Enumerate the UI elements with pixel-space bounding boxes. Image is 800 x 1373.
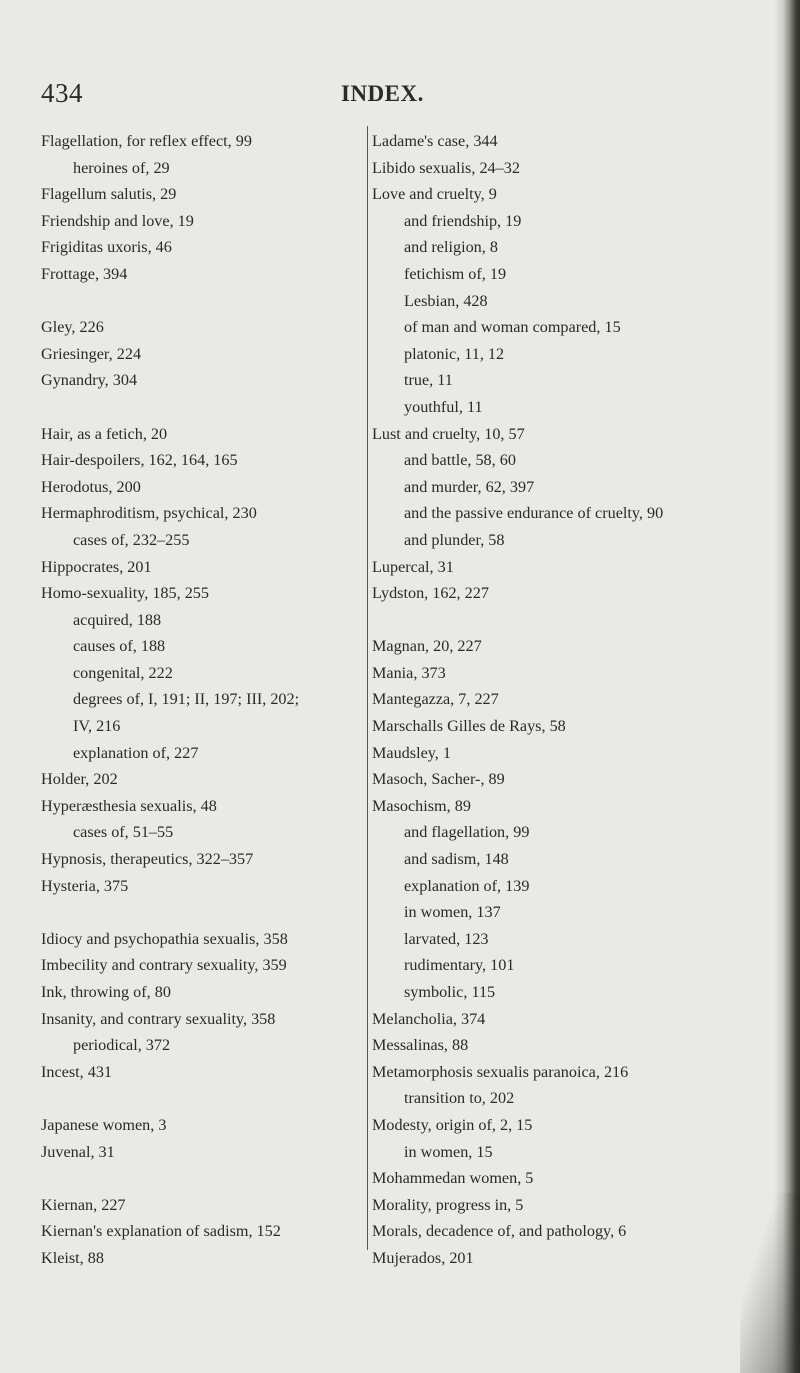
index-entry: Friendship and love, 19 <box>41 211 194 230</box>
index-entry: Kleist, 88 <box>41 1248 104 1267</box>
index-entry: Herodotus, 200 <box>41 477 141 496</box>
index-subentry: causes of, 188 <box>73 637 166 656</box>
index-entry: Hyperæsthesia sexualis, 48 <box>41 796 217 815</box>
index-entry: Kiernan, 227 <box>41 1195 126 1214</box>
index-subentry: and plunder, 58 <box>404 530 505 549</box>
index-entry: Homo-sexuality, 185, 255 <box>41 584 209 603</box>
index-entry: Hair, as a fetich, 20 <box>41 424 168 443</box>
index-subentry: true, 11 <box>404 371 453 390</box>
index-entry: Metamorphosis sexualis paranoica, 216 <box>372 1062 629 1081</box>
page-header <box>0 78 800 112</box>
index-entry: Mantegazza, 7, 227 <box>372 690 499 709</box>
index-entry: Gynandry, 304 <box>41 371 138 390</box>
index-entry: Frottage, 394 <box>41 264 128 283</box>
letter-group-gap <box>372 607 772 634</box>
index-entry: Flagellum salutis, 29 <box>41 185 177 204</box>
page-number: 434 <box>41 78 83 108</box>
index-subentry: and flagellation, 99 <box>404 823 530 842</box>
index-column-right <box>372 128 772 1272</box>
index-subentry: fetichism of, 19 <box>404 264 507 283</box>
index-subentry: youthful, 11 <box>404 397 483 416</box>
index-entry: Mohammedan women, 5 <box>372 1169 534 1188</box>
index-entry: Hermaphroditism, psychical, 230 <box>41 504 257 523</box>
index-entry: Messalinas, 88 <box>372 1036 469 1055</box>
index-entry: Libido sexualis, 24–32 <box>372 158 520 177</box>
index-subentry: cases of, 232–255 <box>73 530 190 549</box>
index-column-left <box>41 128 366 1272</box>
index-subentry: and the passive endurance of cruelty, 90 <box>404 504 664 523</box>
index-subentry: and battle, 58, 60 <box>404 451 516 470</box>
index-entry: Morality, progress in, 5 <box>372 1195 524 1214</box>
index-subentry: periodical, 372 <box>73 1036 171 1055</box>
letter-group-gap <box>41 899 366 926</box>
index-entry: Hair-despoilers, 162, 164, 165 <box>41 451 238 470</box>
index-entry: Masochism, 89 <box>372 796 471 815</box>
index-subentry: in women, 15 <box>404 1142 493 1161</box>
index-subentry: larvated, 123 <box>404 929 489 948</box>
index-subentry: transition to, 202 <box>404 1089 515 1108</box>
letter-group-gap <box>41 288 366 315</box>
index-entry: Griesinger, 224 <box>41 344 142 363</box>
index-entry: Mania, 373 <box>372 663 446 682</box>
index-subentry: in women, 137 <box>404 903 501 922</box>
index-subentry: congenital, 222 <box>73 663 173 682</box>
index-entry: Insanity, and contrary sexuality, 358 <box>41 1009 276 1028</box>
index-subentry: and friendship, 19 <box>404 211 522 230</box>
index-entry: Mujerados, 201 <box>372 1248 474 1267</box>
index-entry: Hippocrates, 201 <box>41 557 152 576</box>
page-edge-shadow <box>774 0 800 1373</box>
index-subentry: degrees of, I, 191; II, 197; III, 202; <box>73 690 300 709</box>
index-entry: Lust and cruelty, 10, 57 <box>372 424 525 443</box>
index-subentry: Lesbian, 428 <box>404 291 488 310</box>
index-entry: Hysteria, 375 <box>41 876 129 895</box>
index-entry: Ladame's case, 344 <box>372 132 498 150</box>
letter-group-gap <box>41 394 366 421</box>
index-entry: Incest, 431 <box>41 1062 113 1081</box>
index-entry: Frigiditas uxoris, 46 <box>41 238 172 257</box>
index-entry: Gley, 226 <box>41 318 104 337</box>
index-entry: Marschalls Gilles de Rays, 58 <box>372 717 566 736</box>
index-entry: Flagellation, for reflex effect, 99 <box>41 132 252 150</box>
index-entry: Love and cruelty, 9 <box>372 185 497 204</box>
column-divider <box>367 126 368 1250</box>
index-entry: Ink, throwing of, 80 <box>41 983 171 1001</box>
index-subentry: and sadism, 148 <box>404 850 509 869</box>
index-entry: Morals, decadence of, and pathology, 6 <box>372 1222 627 1241</box>
index-subentry: platonic, 11, 12 <box>404 344 505 363</box>
index-entry: Imbecility and contrary sexuality, 359 <box>41 956 287 975</box>
index-subentry: acquired, 188 <box>73 610 162 629</box>
index-entry: Magnan, 20, 227 <box>372 637 482 656</box>
index-subentry: explanation of, 227 <box>73 743 199 762</box>
index-subentry: explanation of, 139 <box>404 876 530 895</box>
index-entry: Idiocy and psychopathia sexualis, 358 <box>41 929 288 948</box>
index-subentry: of man and woman compared, 15 <box>404 318 621 337</box>
index-entry: Holder, 202 <box>41 770 118 789</box>
index-entry: Japanese women, 3 <box>41 1115 167 1134</box>
index-entry: Masoch, Sacher-, 89 <box>372 770 505 789</box>
index-entry: Maudsley, 1 <box>372 743 451 762</box>
index-entry: Lupercal, 31 <box>372 557 454 576</box>
letter-group-gap <box>41 1165 366 1192</box>
index-entry: Kiernan's explanation of sadism, 152 <box>41 1222 281 1241</box>
index-entry: Melancholia, 374 <box>372 1009 486 1028</box>
running-title: INDEX. <box>341 81 424 106</box>
letter-group-gap <box>41 1085 366 1112</box>
index-subentry: IV, 216 <box>73 717 121 736</box>
index-subentry: and murder, 62, 397 <box>404 477 535 496</box>
index-entry: Modesty, origin of, 2, 15 <box>372 1115 533 1134</box>
index-entry: Lydston, 162, 227 <box>372 584 489 603</box>
index-subentry: cases of, 51–55 <box>73 823 174 842</box>
index-subentry: and religion, 8 <box>404 238 498 257</box>
index-subentry: symbolic, 115 <box>404 983 496 1001</box>
index-entry: Hypnosis, therapeutics, 322–357 <box>41 850 254 869</box>
index-subentry: rudimentary, 101 <box>404 956 515 975</box>
index-entry: Juvenal, 31 <box>41 1142 115 1161</box>
index-subentry: heroines of, 29 <box>73 158 170 177</box>
